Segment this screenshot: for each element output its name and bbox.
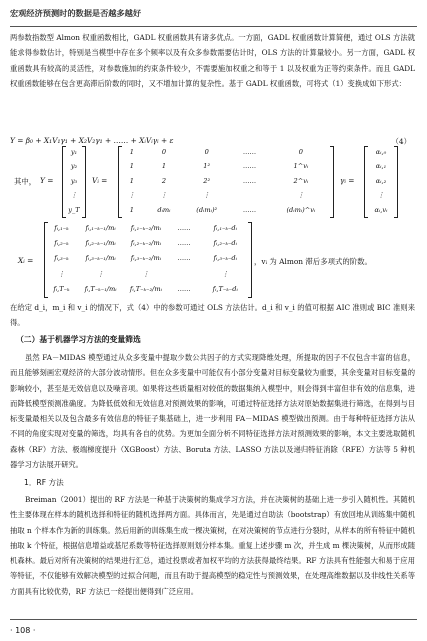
- v-matrix-cell: 2²: [203, 176, 211, 185]
- gamma-vector-entry: αᵢ,₀: [375, 148, 387, 156]
- footer-rule: [10, 619, 417, 620]
- v-matrix-cell: 2: [161, 176, 167, 185]
- v-matrix-cell: dᵢmᵢ: [157, 205, 171, 214]
- v-matrix-cell: ⋮: [203, 191, 211, 200]
- gamma-vector-entry: αᵢ,₁: [375, 162, 387, 171]
- v-matrix-cell: 1: [129, 148, 134, 156]
- x-matrix-cell: ⋮: [142, 269, 150, 278]
- x-matrix-cell: fᵢ,T₋ₖ₋₂/mᵢ: [129, 284, 162, 293]
- v-matrix-cell: (dᵢmᵢ)^vᵢ: [286, 205, 316, 214]
- x-matrix-cell: fᵢ,₃₋ₖ: [54, 254, 69, 263]
- v-matrix-cell: (dᵢmᵢ)²: [196, 205, 218, 214]
- v-matrix-cell: ……: [242, 162, 257, 171]
- v-matrix: [118, 146, 334, 218]
- x-matrix-cell: ……: [177, 254, 191, 263]
- gamma-vector: [364, 146, 398, 218]
- x-matrix-cell: fᵢ,₂₋ₖ₋₂/mᵢ: [130, 239, 162, 248]
- x-matrix-cell: fᵢ,₁₋ₖ₋₁/mᵢ: [85, 224, 116, 232]
- page-number: · 108 ·: [10, 626, 36, 635]
- x-matrix: [44, 222, 252, 298]
- gamma-vector-entry: ⋮: [377, 191, 385, 200]
- running-title: 宏观经济预测时的数据是否越多越好: [10, 8, 142, 18]
- subsection-title-rf: 1．RF 方法: [24, 478, 64, 487]
- running-header: [10, 8, 417, 27]
- gamma-vector-label: γᵢ =: [340, 176, 355, 185]
- v-matrix-cell: 1: [161, 162, 167, 171]
- x-matrix-cell: fᵢ,₂₋ₖ: [54, 239, 69, 248]
- x-matrix-cell: ……: [177, 239, 191, 248]
- where-label: 其中，: [14, 177, 37, 186]
- equation-4: [10, 136, 415, 145]
- v-matrix-cell: 1^vᵢ: [293, 162, 309, 171]
- v-matrix-cell: 1: [129, 176, 134, 185]
- paragraph-feature-selection: 虽然 FA－MIDAS 模型通过从众多变量中提取少数公共因子的方式实现降维处理，所提取的因子不仅包含丰富的信息，而且能够刻画宏观经济的大部分波动情形。但在众多变量中可能仅有小部分变量对目标变量较为重要，其余变量对目标变量的影响较小，甚至是无效信息以及噪音项。如果将这些质量相对较低的数据集纳入模型中，则会得到丰富但非有效的信息集，进而降低模型预测准确度。为降低低效和无效信息对预测效果的影响，可通过特征选择方法对原始数据集进行筛选，在得到与目标变量最相关以及包含最多有效信息的特征子集基础上，进一步利用 FA－MIDAS 模型做出预测。由于每种特征选择方法从不同的角度实现对变量的筛选，均具有各自的优势。为更加全面分析不同特征选择方法对预测效果的影响，本文主要选取随机森林（RF）方法、极端梯度提升（XGBoost）方法、Boruta 方法、LASSO 方法以及递归特征消除（RFE）方法等 5 种机器学习方法展开研究。: [10, 353, 415, 470]
- x-matrix-cell: fᵢ,T₋ₖ: [53, 284, 70, 293]
- gamma-vector-entry: αᵢ,₂: [375, 176, 387, 185]
- y-vector-entry: y₃: [70, 176, 78, 185]
- v-matrix-cell: ⋮: [297, 191, 305, 200]
- x-matrix-cell: ⋮: [97, 269, 104, 278]
- y-vector-entry: y₂: [70, 162, 78, 171]
- paragraph-ols-estimation: 在给定 d_i，m_i 和 v_i 的情况下，式（4）中的参数可通过 OLS 方法估计。d_i 和 v_i 的值可根据 AIC 准则或 BIC 准则来得。: [10, 303, 415, 328]
- v-matrix-cell: ……: [242, 176, 257, 185]
- v-matrix-cell: ⋮: [128, 191, 136, 200]
- v-matrix-cell: 0: [161, 148, 167, 156]
- x-matrix-cell: fᵢ,T₋ₖ₋₁/mᵢ: [84, 284, 117, 293]
- v-matrix-cell: ……: [242, 148, 257, 156]
- v-matrix-cell: 2^vᵢ: [293, 176, 309, 185]
- y-matrix-label: Y =: [40, 176, 54, 185]
- gamma-vector-entry: αᵢ,vᵢ: [374, 205, 388, 214]
- x-matrix-cell: fᵢ,₁₋ₖ₋₂/mᵢ: [130, 224, 162, 232]
- v-matrix-cell: 0: [204, 148, 209, 156]
- y-vector-entry: y₁: [70, 148, 78, 156]
- v-matrix-cell: ……: [242, 205, 257, 214]
- x-matrix-cell: ⋮: [221, 269, 229, 278]
- x-matrix-cell: fᵢ,₁₋ₖ₋dᵢ: [213, 224, 237, 232]
- x-matrix-cell: fᵢ,₃₋ₖ₋₂/mᵢ: [130, 254, 162, 263]
- paragraph-rf-method: Breiman（2001）提出的 RF 方法是一种基于决策树的集成学习方法，并在决策树的基础上进一步引入随机性。其随机性主要体现在样本的随机选择和特征的随机选择两方面。具体而言，先是通过自助法（bootstrap）有放回地从训练集中随机抽取 n 个样本作为新的训练集。然后用新的训练集生成一棵决策树，在对决策树的节点进行分裂时，从样本的所有特征中随机抽取 k 个特征，根据信息增益或基尼系数等特征选择原则划分样本集。重复上述步骤 m 次，并生成 m 棵决策树，从而形成随机森林。最后对所有决策树的结果进行汇总，通过投票或者加权平均的方法获得最终结果。RF 方法具有性能强大和易于应用等特征，不仅能够有效解决模型的过拟合问题，而且有助于提高模型的稳定性与预测效果，在处理高维数据以及非线性关系等方面具有比较优势，RF 方法已一经提出便得到广泛应用。: [10, 495, 415, 596]
- v-matrix-cell: 1: [129, 205, 134, 214]
- x-matrix-note: ，vᵢ 为 Almon 滞后多项式的阶数。: [254, 257, 372, 266]
- x-matrix-label: Xᵢ =: [18, 256, 34, 265]
- x-matrix-cell: ⋮: [58, 269, 65, 278]
- x-matrix-cell: fᵢ,₃₋ₖ₋₁/mᵢ: [85, 254, 116, 263]
- equation-number: （4）: [391, 137, 411, 146]
- equation-lhs: Y = β₀ + X₁V₁γ₁ + X₂V₂γ₁ + …… + XᵢVᵢγᵢ + ε: [10, 136, 174, 145]
- x-matrix-cell: fᵢ,₂₋ₖ₋₁/mᵢ: [85, 239, 116, 248]
- y-vector: [62, 146, 86, 218]
- x-matrix-cell: fᵢ,₁₋ₖ: [54, 224, 69, 232]
- v-matrix-cell: ⋮: [160, 191, 168, 200]
- x-matrix-cell: ……: [177, 224, 191, 232]
- v-matrix-cell: 0: [298, 148, 303, 156]
- x-matrix-cell: fᵢ,T₋ₖ₋dᵢ: [212, 284, 238, 293]
- x-matrix-cell: fᵢ,₂₋ₖ₋dᵢ: [213, 239, 237, 248]
- v-matrix-label: Vᵢ =: [92, 176, 108, 185]
- section-title-ml-selection: （二）基于机器学习方法的变量筛选: [16, 335, 141, 344]
- y-vector-entry: ⋮: [70, 191, 78, 200]
- x-matrix-cell: fᵢ,₃₋ₖ₋dᵢ: [213, 254, 237, 263]
- x-matrix-cell: ……: [177, 284, 191, 293]
- v-matrix-cell: 1²: [203, 162, 211, 171]
- paragraph-gadl-advantages: 两参数指数型 Almon 权重函数相比，GADL 权重函数具有诸多优点。一方面，GADL 权重函数计算简便，通过 OLS 方法就能求得参数估计，特别是当模型中存在多个频率以及有众多参数需要估计时，OLS 方法的计算量较小。另一方面，GADL 权重函数具有较高的灵活性，对参数施加的约束条件较少，不需要施加权重之和等于 1 以及权重为正等约束条件。而且 GADL 权重函数能够在包含更高滞后阶数的同时，又不增加计算的复杂性。基于 GADL 权重函数，可将式（1）变换成如下形式：: [10, 33, 415, 88]
- y-vector-entry: y_T: [68, 205, 80, 214]
- v-matrix-cell: 1: [129, 162, 134, 171]
